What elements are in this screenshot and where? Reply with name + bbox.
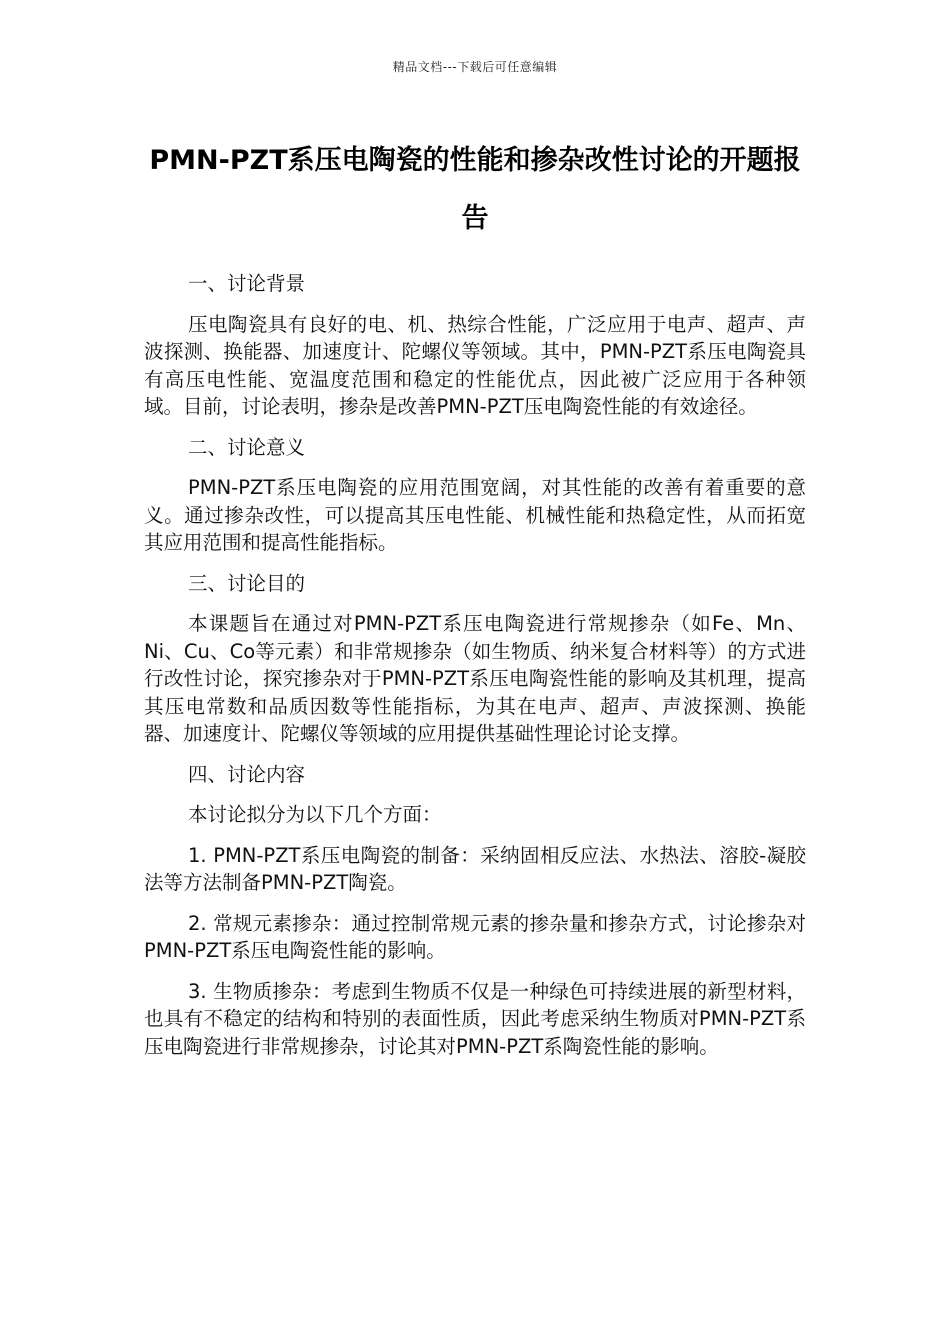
paragraph-background: 压电陶瓷具有良好的电、机、热综合性能，广泛应用于电声、超声、声波探测、换能器、加速度计、陀螺仪等领域。其中，PMN-PZT系压电陶瓷具有高压电性能、宽温度范围和稳定的性能优点，因此被广泛应用于各种领域。目前，讨论表明，掺杂是改善PMN-PZT压电陶瓷性能的有效途径。 <box>144 312 806 418</box>
document-title: PMN-PZT系压电陶瓷的性能和掺杂改性讨论的开题报告 <box>149 145 801 234</box>
paragraph-content-intro: 本讨论拟分为以下几个方面： <box>188 803 442 826</box>
paragraph-significance: PMN-PZT系压电陶瓷的应用范围宽阔，对其性能的改善有着重要的意义。通过掺杂改性，可以提高其压电性能、机械性能和热稳定性，从而拓宽其应用范围和提高性能指标。 <box>144 476 806 554</box>
list-item-biomass-doping: 3. 生物质掺杂：考虑到生物质不仅是一种绿色可持续进展的新型材料，也具有不稳定的结构和特别的表面性质，因此考虑采纳生物质对PMN-PZT系压电陶瓷进行非常规掺杂，讨论其对PMN-PZT系陶瓷性能的影响。 <box>144 979 806 1058</box>
section-heading-purpose: 三、讨论目的 <box>188 571 306 595</box>
document-body <box>144 270 806 1073</box>
list-item-conventional-doping: 2. 常规元素掺杂：通过控制常规元素的掺杂量和掺杂方式，讨论掺杂对PMN-PZT系压电陶瓷性能的影响。 <box>144 911 806 962</box>
list-item-preparation: 1. PMN-PZT系压电陶瓷的制备：采纳固相反应法、水热法、溶胶-凝胶法等方法制备PMN-PZT陶瓷。 <box>144 843 806 894</box>
header-note: 精品文档---下载后可任意编辑 <box>392 60 558 74</box>
paragraph-purpose: 本课题旨在通过对PMN-PZT系压电陶瓷进行常规掺杂（如Fe、Mn、Ni、Cu、Co等元素）和非常规掺杂（如生物质、纳米复合材料等）的方式进行改性讨论，探究掺杂对于PMN-PZT系压电陶瓷性能的影响及其机理，提高其压电常数和品质因数等性能指标，为其在电声、超声、声波探测、换能器、加速度计、陀螺仪等领域的应用提供基础性理论讨论支撑。 <box>144 612 806 745</box>
section-heading-content: 四、讨论内容 <box>188 762 306 786</box>
section-heading-significance: 二、讨论意义 <box>188 435 306 459</box>
section-heading-background: 一、讨论背景 <box>188 272 306 295</box>
